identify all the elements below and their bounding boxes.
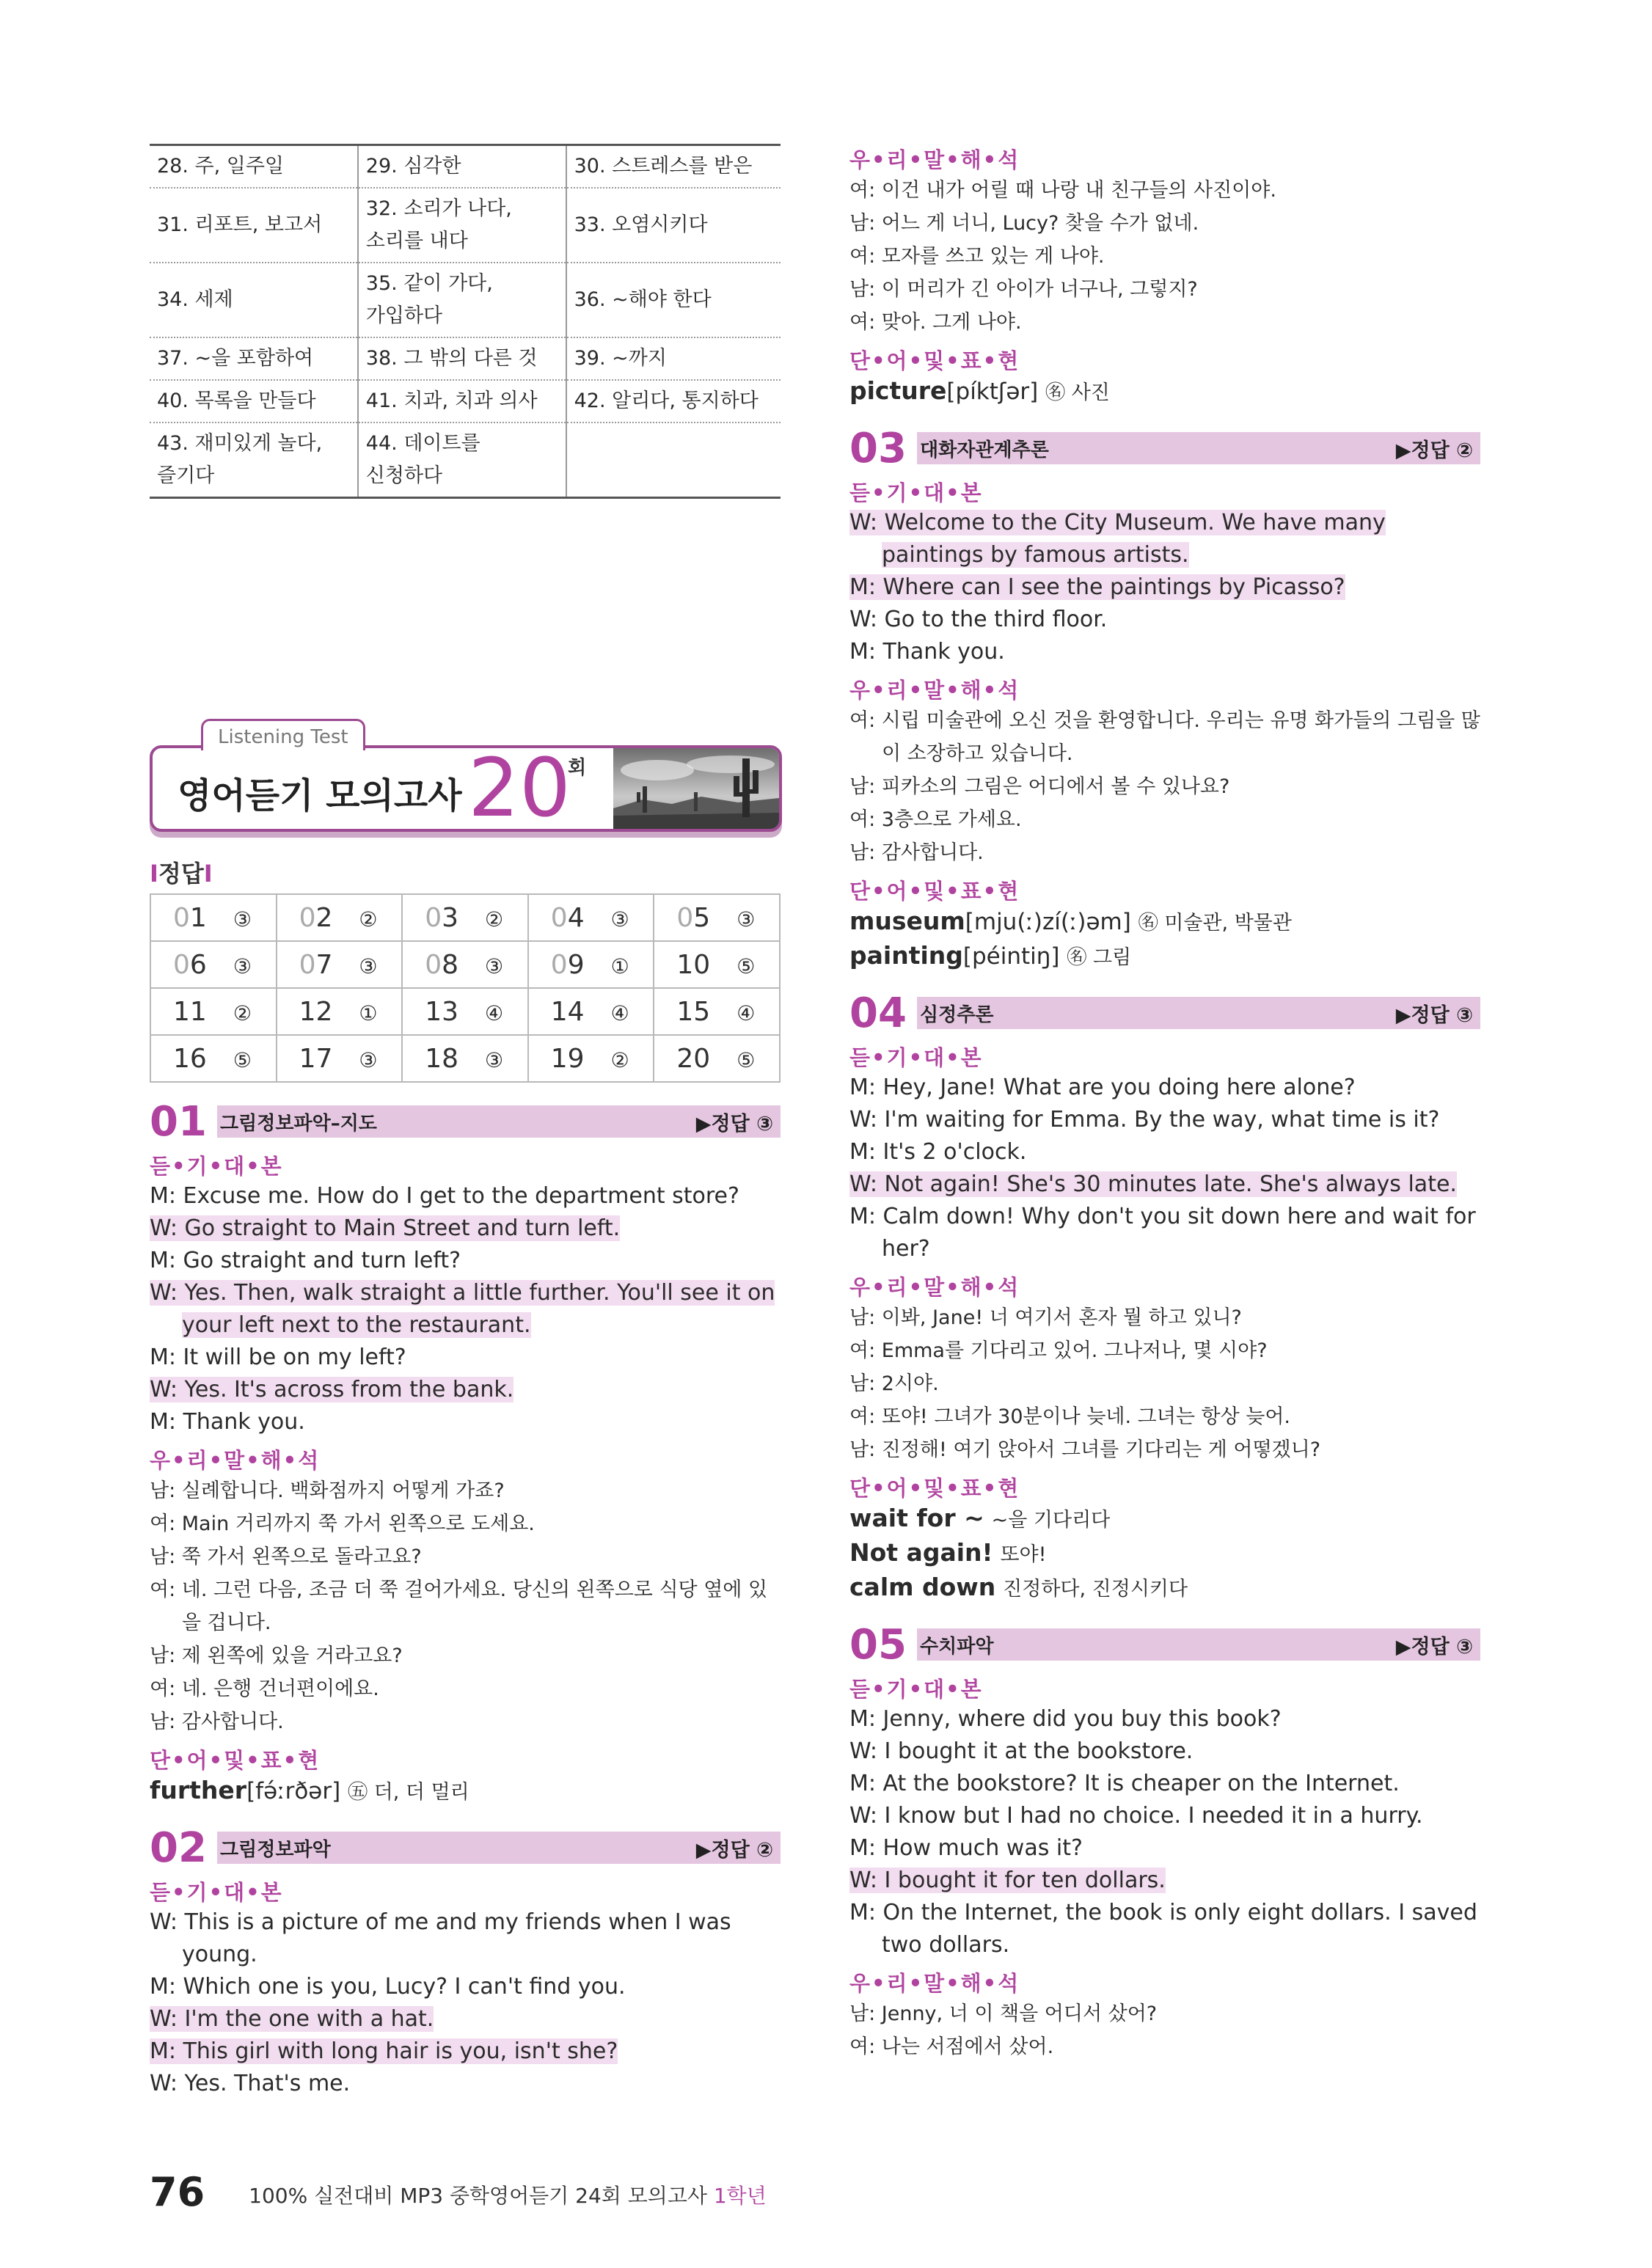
script-line: [150, 1374, 781, 1406]
vocab-cell: [150, 380, 358, 422]
script-line-text: M: Hey, Jane! What are you doing here alone?: [849, 1075, 1356, 1100]
script-line-text: W: This is a picture of me and my friends when I was young.: [150, 1909, 731, 1967]
vocab-cell: [358, 263, 566, 337]
answer-choice: ⑤: [737, 1047, 756, 1072]
answer-number: 05: [676, 902, 711, 933]
right-sections: [849, 144, 1480, 2063]
script-line: [849, 1865, 1480, 1897]
script-line: [849, 1136, 1480, 1168]
script-line-text: M: Thank you.: [849, 639, 1005, 665]
script-line-text: W: Yes. That's me.: [150, 2071, 351, 2096]
answer-number: 17: [299, 1043, 333, 1074]
word-term: calm down: [849, 1573, 996, 1601]
script-line: [150, 1245, 781, 1277]
script-line-text: M: It will be on my left?: [150, 1345, 406, 1370]
word-meaning: ㊔ 그림: [1067, 946, 1132, 969]
script-label: 듣•기•대•본: [849, 1045, 983, 1070]
translation-line: 남: 감사합니다.: [150, 1711, 284, 1733]
section-header: [150, 1825, 781, 1870]
translation-line: 남: 쭉 가서 왼쪽으로 돌라고요?: [150, 1545, 422, 1568]
script-line-text: W: I'm the one with a hat.: [150, 2006, 434, 2032]
translation-line: 남: 진정해! 여기 앉아서 그녀를 기다리는 게 어떻겠니?: [849, 1438, 1321, 1461]
answer-cell: [402, 1035, 528, 1082]
answer-cell: [528, 894, 654, 941]
vocab-cell-text: 28. 주, 일주일: [157, 155, 285, 178]
section-01: [150, 1099, 781, 1809]
answer-number: 06: [173, 949, 207, 980]
answer-number: 14: [550, 996, 585, 1027]
answer-number: 07: [299, 949, 333, 980]
script-line-text: M: Calm down! Why don't you sit down here and wait for her?: [849, 1204, 1476, 1262]
translation-label: 우•리•말•해•석: [849, 147, 1020, 172]
answer-cell: [654, 941, 780, 988]
answer-cell: [150, 894, 277, 941]
vocab-cell: [566, 337, 781, 380]
vocab-cell: [150, 145, 358, 189]
test-number-suffix: 회: [568, 757, 587, 779]
left-column: [150, 144, 781, 2100]
word-term: museum: [849, 907, 965, 935]
section-number: 02: [150, 1823, 207, 1872]
script-line-text: W: Yes. Then, walk straight a little further. You'll see it on your left next to the restaurant.: [150, 1280, 775, 1338]
translation-line: 여: 이건 내가 어릴 때 나랑 내 친구들의 사진이야.: [849, 179, 1276, 202]
script-line-text: W: Yes. It's across from the bank.: [150, 1377, 514, 1402]
vocab-row: [150, 263, 781, 337]
answer-cell: [402, 988, 528, 1035]
translation-line: 남: 이봐, Jane! 너 여기서 혼자 뭘 하고 있니?: [849, 1306, 1242, 1329]
translation-line: 여: 맞아. 그게 나야.: [849, 311, 1022, 334]
vocab-cell: [358, 145, 566, 189]
translation-line: 여: 모자를 쓰고 있는 게 나야.: [849, 245, 1105, 268]
answer-cell: [150, 988, 277, 1035]
answer-choice: ①: [359, 1001, 378, 1025]
section-bar: [917, 432, 1480, 464]
section-02-continued: [849, 144, 1480, 409]
vocab-row: [150, 422, 781, 498]
right-column: [849, 144, 1480, 2063]
vocab-cell: [358, 422, 566, 498]
vocab-answer-table: [150, 144, 781, 499]
vocab-row: [150, 380, 781, 422]
translation-line: 남: Jenny, 너 이 책을 어디서 샀어?: [849, 2002, 1158, 2025]
answer-cell: [277, 941, 403, 988]
vocab-cell-text: 41. 치과, 치과 의사: [365, 389, 538, 412]
answer-number: 09: [550, 949, 585, 980]
answer-choice: ③: [485, 1047, 504, 1072]
page-number: 76: [150, 2169, 205, 2215]
vocab-cell: [150, 422, 358, 498]
vocab-cell: [566, 380, 781, 422]
test-number: 20: [468, 741, 571, 835]
script-line: [849, 1703, 1480, 1735]
answer-row: [150, 988, 780, 1035]
answer-number: 18: [425, 1043, 458, 1074]
word-entry: [849, 940, 1480, 974]
section-04: [849, 990, 1480, 1606]
translation-line: 여: 시립 미술관에 오신 것을 환영합니다. 우리는 유명 화가들의 그림을 많이 소장하고 있습니다.: [849, 709, 1480, 765]
word-term: wait for ~: [849, 1504, 984, 1532]
footer-book-name: 100% 실전대비 MP3 중학영어듣기 24회 모의고사: [249, 2184, 707, 2208]
script-line: [849, 1897, 1480, 1961]
vocab-cell: [150, 188, 358, 263]
section-answer: ▶정답 ③: [1395, 1635, 1473, 1658]
script-line-text: W: Go straight to Main Street and turn left.: [150, 1215, 621, 1241]
section-type: 대화자관계추론: [920, 439, 1049, 461]
answer-cell: [654, 988, 780, 1035]
answer-number: 19: [550, 1043, 585, 1074]
words-label: 단•어•및•표•현: [150, 1748, 321, 1773]
section-answer: ▶정답 ②: [1395, 439, 1473, 462]
test-header: [150, 719, 781, 835]
section-type: 심정추론: [920, 1003, 994, 1026]
script-line: [150, 1277, 781, 1342]
script-line-text: M: It's 2 o'clock.: [849, 1139, 1027, 1165]
section-number: 05: [849, 1620, 907, 1669]
translation-line: 남: 제 왼쪽에 있을 거라고요?: [150, 1645, 403, 1667]
vocab-cell-text: 37. ~을 포함하여: [157, 347, 314, 370]
script-line-text: M: Go straight and turn left?: [150, 1248, 461, 1273]
answer-row: [150, 941, 780, 988]
vocab-row: [150, 337, 781, 380]
section-header: [150, 1099, 781, 1144]
script-line-text: M: On the Internet, the book is only eight dollars. I saved two dollars.: [849, 1900, 1477, 1958]
translation-label: 우•리•말•해•석: [849, 1275, 1020, 1300]
answer-number: 16: [173, 1043, 207, 1074]
vocab-cell-text: 39. ~까지: [574, 347, 667, 370]
answer-cell: [528, 988, 654, 1035]
section-header: [849, 990, 1480, 1036]
script-line: [150, 1906, 781, 1971]
vocab-cell-text: 44. 데이트를 신청하다: [365, 432, 480, 487]
translation-line: 남: 2시야.: [849, 1372, 939, 1395]
word-meaning: ㊄ 더, 더 멀리: [348, 1781, 469, 1804]
translation-line: 남: 감사합니다.: [849, 841, 984, 864]
script-line: [849, 1168, 1480, 1201]
script-line-text: W: Welcome to the City Museum. We have many paintings by famous artists.: [849, 510, 1386, 568]
answer-choice: ②: [610, 1047, 629, 1072]
word-term: picture: [849, 376, 947, 405]
footer-grade: 1학년: [713, 2184, 767, 2208]
word-entry: [849, 1502, 1480, 1537]
section-answer: ▶정답 ③: [1395, 1003, 1473, 1027]
answer-number: 02: [299, 902, 333, 933]
script-line-text: M: How much was it?: [849, 1835, 1083, 1861]
page-footer: [150, 2164, 767, 2215]
vocab-cell-text: 42. 알리다, 통지하다: [574, 389, 759, 412]
script-line-text: M: Which one is you, Lucy? I can't find you.: [150, 1974, 626, 2000]
script-line: [150, 2068, 781, 2100]
script-line-text: W: I bought it for ten dollars.: [849, 1868, 1166, 1893]
translation-line: 여: 네. 그런 다음, 조금 더 쭉 걸어가세요. 당신의 왼쪽으로 식당 옆에 있을 겁니다.: [150, 1579, 768, 1634]
answer-cell: [654, 894, 780, 941]
word-entry: [849, 1571, 1480, 1606]
vocab-cell: [150, 263, 358, 337]
script-line-text: M: Excuse me. How do I get to the department store?: [150, 1183, 739, 1209]
script-line: [150, 2003, 781, 2035]
words-label: 단•어•및•표•현: [849, 1476, 1020, 1501]
script-line-text: M: Jenny, where did you buy this book?: [849, 1706, 1282, 1732]
word-entry: [849, 375, 1480, 409]
script-line: [849, 604, 1480, 636]
script-line: [150, 1342, 781, 1374]
word-meaning: ㊔ 사진: [1045, 381, 1110, 404]
script-line: [849, 1201, 1480, 1265]
answer-cell: [528, 1035, 654, 1082]
answer-choice: ①: [610, 954, 629, 978]
answer-choice: ③: [233, 954, 252, 978]
desert-cactus-photo: [613, 748, 779, 829]
script-line: [849, 571, 1480, 604]
translation-label: 우•리•말•해•석: [849, 678, 1020, 703]
script-line: [849, 1768, 1480, 1800]
translation-label: 우•리•말•해•석: [150, 1448, 321, 1473]
answer-number: 13: [425, 996, 458, 1027]
answer-choice: ②: [485, 907, 504, 932]
answer-cell: [528, 941, 654, 988]
word-pronunciation: [péintiŋ]: [962, 943, 1060, 970]
section-02: [150, 1825, 781, 2100]
word-entry: [849, 1537, 1480, 1571]
vocab-cell-text: 38. 그 밖의 다른 것: [365, 347, 538, 370]
vocab-cell: [358, 337, 566, 380]
word-meaning: 진정하다, 진정시키다: [1003, 1578, 1188, 1601]
vocab-cell: [358, 188, 566, 263]
script-line-text: M: This girl with long hair is you, isn't she?: [150, 2038, 618, 2064]
vocab-cell: [358, 380, 566, 422]
answer-number: 12: [299, 996, 333, 1027]
answer-choice: ⑤: [233, 1047, 252, 1072]
translation-line: 여: 또야! 그녀가 30분이나 늦네. 그녀는 항상 늦어.: [849, 1405, 1290, 1428]
vocab-cell-text: 40. 목록을 만들다: [157, 389, 316, 412]
script-line: [150, 1971, 781, 2003]
footer-book-title: [249, 2180, 767, 2215]
script-line: [150, 1180, 781, 1212]
script-line-text: W: I know but I had no choice. I needed it in a hurry.: [849, 1803, 1423, 1829]
script-label: 듣•기•대•본: [150, 1880, 283, 1905]
answer-choice: ③: [359, 954, 378, 978]
word-meaning: ~을 기다리다: [991, 1509, 1111, 1532]
section-05: [849, 1622, 1480, 2063]
word-meaning: ㊔ 미술관, 박물관: [1138, 912, 1292, 934]
word-term: Not again!: [849, 1538, 993, 1567]
vocab-row: [150, 145, 781, 189]
translation-line: 여: 네. 은행 건너편이에요.: [150, 1678, 379, 1700]
vocab-cell: [150, 337, 358, 380]
vocab-cell-text: 36. ~해야 한다: [574, 288, 712, 311]
section-bar: [217, 1105, 781, 1138]
section-type: 그림정보파악: [220, 1838, 331, 1861]
answer-cell: [402, 941, 528, 988]
vocab-cell-text: 32. 소리가 나다, 소리를 내다: [365, 197, 512, 252]
translation-line: 남: 피카소의 그림은 어디에서 볼 수 있나요?: [849, 775, 1230, 798]
test-header-tab: Listening Test: [201, 719, 365, 750]
words-label: 단•어•및•표•현: [849, 348, 1020, 373]
word-pronunciation: [fə́ːrðər]: [246, 1778, 341, 1804]
section-type: 그림정보파악–지도: [220, 1112, 377, 1135]
section-number: 04: [849, 989, 907, 1037]
answer-row: [150, 1035, 780, 1082]
answer-choice: ④: [737, 1001, 756, 1025]
script-line-text: W: I bought it at the bookstore.: [849, 1738, 1194, 1764]
translation-line: 여: Emma를 기다리고 있어. 그나저나, 몇 시야?: [849, 1339, 1268, 1362]
answer-number: 08: [425, 949, 458, 980]
answer-cell: [150, 1035, 277, 1082]
script-label: 듣•기•대•본: [849, 480, 983, 505]
section-header: [849, 1622, 1480, 1667]
script-label: 듣•기•대•본: [849, 1677, 983, 1702]
vocab-cell-text: 30. 스트레스를 받은: [574, 155, 753, 178]
answer-cell: [277, 988, 403, 1035]
section-bar: [917, 1628, 1480, 1661]
answers-title-text: 정답: [158, 860, 204, 888]
answer-number: 10: [676, 949, 711, 980]
script-line-text: W: Go to the third floor.: [849, 607, 1108, 632]
script-line: [849, 1832, 1480, 1865]
script-line: [849, 636, 1480, 668]
script-line-text: M: Thank you.: [150, 1409, 305, 1435]
script-line: [150, 1406, 781, 1438]
answer-choice: ③: [485, 954, 504, 978]
answer-number: 11: [173, 996, 207, 1027]
answer-number: 20: [676, 1043, 711, 1074]
answer-number: 04: [550, 902, 585, 933]
section-answer: ▶정답 ③: [695, 1112, 773, 1135]
vocab-cell: [566, 263, 781, 337]
script-line: [150, 2035, 781, 2068]
word-term: painting: [849, 941, 963, 970]
vocab-cell-text: 35. 같이 가다, 가입하다: [365, 272, 493, 327]
answer-choice: ②: [233, 1001, 252, 1025]
answer-choice: ④: [610, 1001, 629, 1025]
section-answer: ▶정답 ②: [695, 1838, 773, 1862]
word-term: further: [150, 1776, 247, 1804]
script-line: [150, 1212, 781, 1245]
answer-cell: [150, 941, 277, 988]
section-03: [849, 425, 1480, 974]
translation-line: 여: 나는 서점에서 샀어.: [849, 2035, 1054, 2058]
answer-row: [150, 894, 780, 941]
answer-number: 01: [173, 902, 207, 933]
script-line: [849, 1735, 1480, 1768]
word-entry: [150, 1774, 781, 1809]
script-line: [849, 1104, 1480, 1136]
section-bar: [217, 1832, 781, 1864]
section-number: 03: [849, 424, 907, 472]
word-pronunciation: [mju(ː)zí(ː)əm]: [965, 909, 1131, 935]
translation-line: 남: 이 머리가 긴 아이가 너구나, 그렇지?: [849, 278, 1198, 301]
answer-choice: ②: [359, 907, 378, 932]
answer-cell: [654, 1035, 780, 1082]
answer-cell: [277, 1035, 403, 1082]
script-line: [849, 507, 1480, 571]
test-title: 영어듣기 모의고사: [178, 775, 462, 816]
word-entry: [849, 905, 1480, 940]
answer-cell: [277, 894, 403, 941]
answer-choice: ③: [359, 1047, 378, 1072]
word-meaning: 또야!: [1000, 1543, 1047, 1566]
answer-cell: [402, 894, 528, 941]
answer-choice: ④: [485, 1001, 504, 1025]
script-label: 듣•기•대•본: [150, 1154, 283, 1179]
vocab-row: [150, 188, 781, 263]
answer-choice: ⑤: [737, 954, 756, 978]
answer-number: 15: [676, 996, 711, 1027]
translation-line: 여: Main 거리까지 쭉 가서 왼쪽으로 도세요.: [150, 1512, 535, 1535]
vocab-cell: [566, 145, 781, 189]
answer-number: 03: [425, 902, 458, 933]
vocab-cell-text: 33. 오염시키다: [574, 213, 708, 236]
vocab-cell-text: 43. 재미있게 놀다, 즐기다: [157, 432, 323, 487]
translation-label: 우•리•말•해•석: [849, 1971, 1020, 1996]
script-line: [849, 1800, 1480, 1832]
vocab-cell: [566, 188, 781, 263]
script-line-text: M: At the bookstore? It is cheaper on the Internet.: [849, 1771, 1400, 1796]
section-number: 01: [150, 1097, 207, 1146]
section-header: [849, 425, 1480, 471]
test-header-box: [150, 741, 782, 835]
section-type: 수치파악: [920, 1635, 994, 1658]
vocab-cell: [566, 422, 781, 498]
script-line: [849, 1072, 1480, 1104]
vocab-cell-text: 31. 리포트, 보고서: [157, 213, 323, 236]
answers-heading: I정답I: [150, 860, 213, 888]
answer-choice: ③: [233, 907, 252, 932]
script-line-text: W: Not again! She's 30 minutes late. She's always late.: [849, 1171, 1457, 1197]
translation-line: 남: 실례합니다. 백화점까지 어떻게 가죠?: [150, 1479, 505, 1502]
section-bar: [917, 997, 1480, 1029]
word-pronunciation: [píktʃər]: [946, 378, 1039, 405]
left-sections: [150, 1099, 781, 2100]
vocab-cell-text: 29. 심각한: [365, 155, 461, 178]
script-line-text: M: Where can I see the paintings by Picasso?: [849, 574, 1345, 600]
words-label: 단•어•및•표•현: [849, 879, 1020, 904]
translation-line: 남: 어느 게 너니, Lucy? 찾을 수가 없네.: [849, 212, 1199, 235]
vocab-cell-text: 34. 세제: [157, 288, 233, 311]
answer-choice: ③: [610, 907, 629, 932]
answer-choice: ③: [737, 907, 756, 932]
script-line-text: W: I'm waiting for Emma. By the way, what time is it?: [849, 1107, 1440, 1133]
translation-line: 여: 3층으로 가세요.: [849, 808, 1022, 831]
answer-grid: [150, 893, 781, 1083]
